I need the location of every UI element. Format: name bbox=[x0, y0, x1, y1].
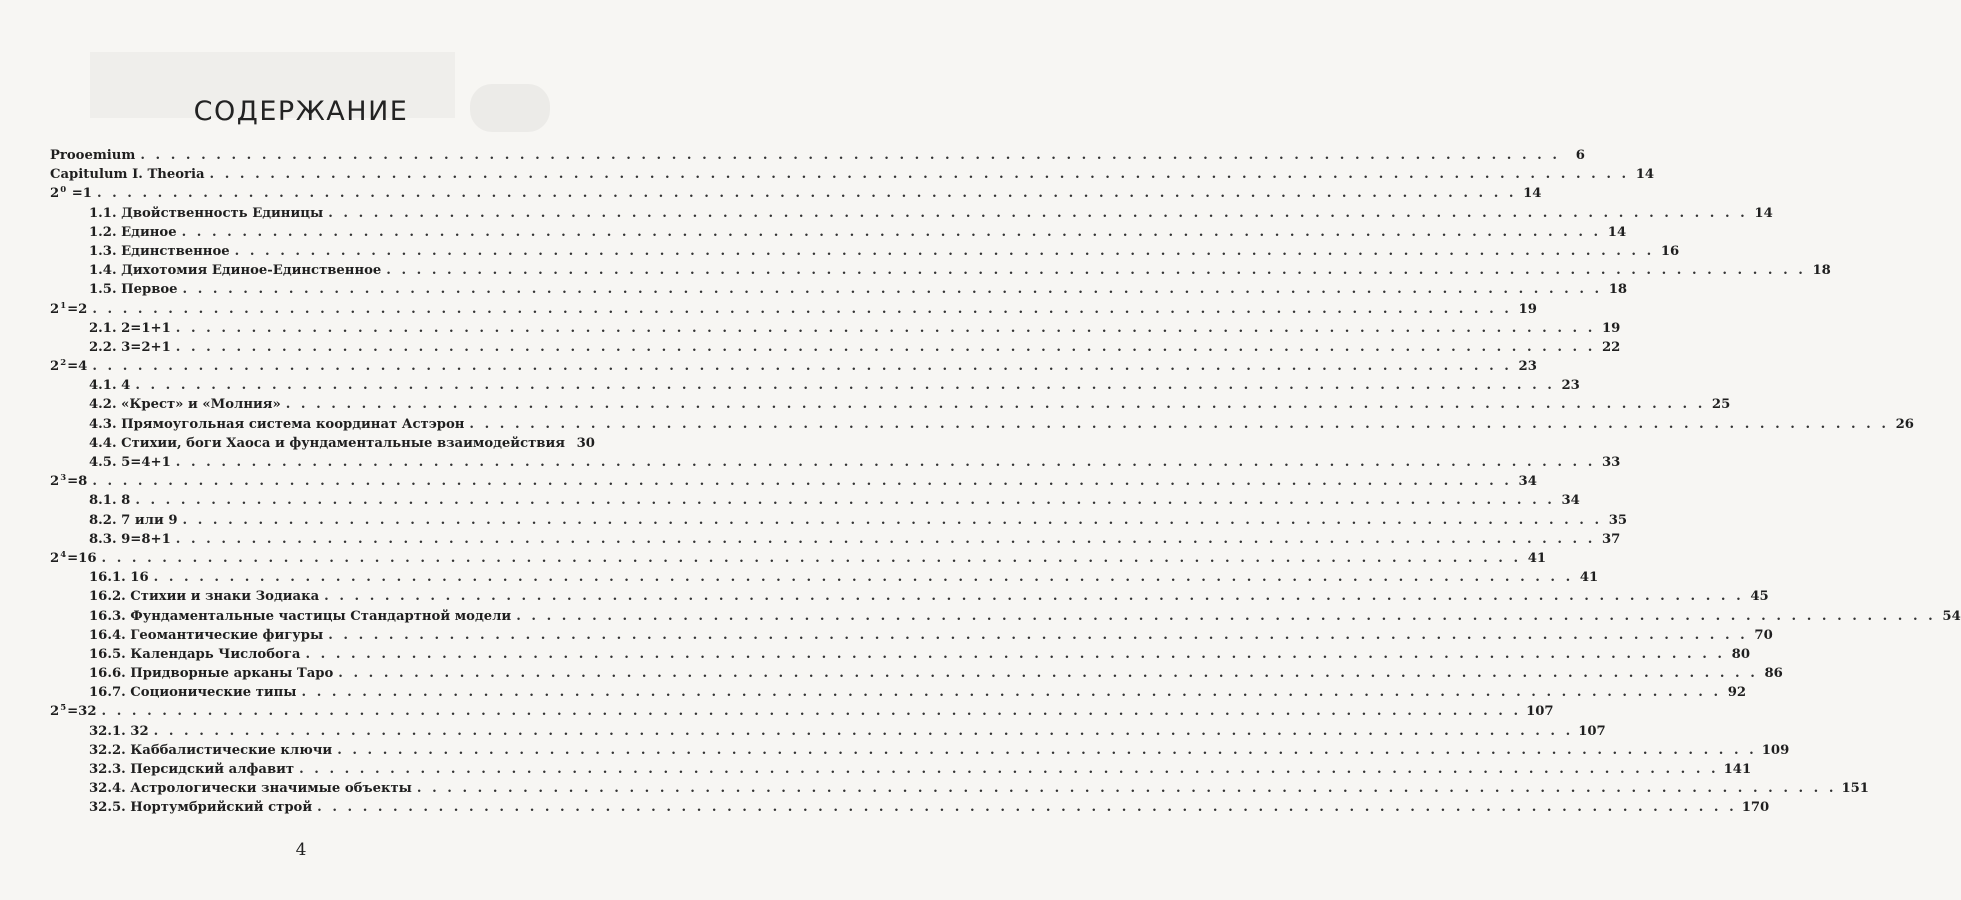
dot-leader: . . . . . . . . . . . . . . . . . . . . . . . . . . . . . . . . . . . . . . . . . . . . . . . . . . . . . . . . . . . . . . . . . . . . . . . . . . . . . . . . . . . . . . . . . . . . . . bbox=[285, 397, 1706, 413]
toc-entry-16-6[interactable] bbox=[50, 664, 1783, 683]
toc-page-number: 70 bbox=[1754, 627, 1773, 643]
power-result: =16 bbox=[67, 550, 97, 566]
toc-label: 32.4. Астрологически значимые объекты bbox=[89, 781, 412, 797]
toc-label bbox=[50, 300, 87, 321]
toc-entry-capitulum[interactable] bbox=[50, 165, 1655, 184]
power-result: =32 bbox=[67, 704, 97, 720]
toc-label: 16.4. Геомантические фигуры bbox=[89, 627, 324, 643]
power-base: 2 bbox=[50, 550, 60, 566]
dot-leader: . . . . . . . . . . . . . . . . . . . . . . . . . . . . . . . . . . . . . . . . . . . . . . . . . . . . . . . . . . . . . . . . . . . . . . . . . . . . . . . . . . . . . . . . . . . . . . bbox=[175, 339, 1596, 355]
toc-page-number: 19 bbox=[1518, 301, 1537, 317]
power-result: =1 bbox=[67, 186, 92, 202]
power-exponent: 0 bbox=[60, 185, 67, 196]
dot-leader: . . . . . . . . . . . . . . . . . . . . . . . . . . . . . . . . . . . . . . . . . . . . . . . . . . . . . . . . . . . . . . . . . . . . . . . . . . . . . . . . . . . . . . . . . . . . . . bbox=[101, 550, 1522, 566]
dot-leader: . . . . . . . . . . . . . . . . . . . . . . . . . . . . . . . . . . . . . . . . . . . . . . . . . . . . . . . . . . . . . . . . . . . . . . . . . . . . . . . . . . . . . . . . . . . . . . bbox=[299, 762, 1719, 777]
power-base: 2 bbox=[50, 359, 60, 375]
toc-page-number: 80 bbox=[1731, 646, 1750, 662]
toc-page-number: 107 bbox=[1526, 704, 1554, 720]
toc-page-number: 18 bbox=[1812, 263, 1831, 279]
toc-entry-8-3[interactable] bbox=[50, 530, 1621, 549]
toc-section-2-pow-1[interactable] bbox=[50, 300, 1537, 319]
toc-entry-8-1[interactable] bbox=[50, 491, 1580, 510]
toc-entry-16-7[interactable] bbox=[50, 683, 1747, 702]
power-result: =2 bbox=[67, 301, 88, 317]
toc-page-number: 6 bbox=[1575, 148, 1585, 163]
dot-leader: . . . . . . . . . . . . . . . . . . . . . . . . . . . . . . . . . . . . . . . . . . . . . . . . . . . . . . . . . . . . . . . . . . . . . . . . . . . . . . . . . . . . . . . . . . . . . . bbox=[135, 493, 1555, 509]
toc-page-number: 170 bbox=[1741, 800, 1770, 816]
power-exponent: 1 bbox=[60, 300, 67, 311]
dot-leader: . . . . . . . . . . . . . . . . . . . . . . . . . . . . . . . . . . . . . . . . . . . . . . . . . . . . . . . . . . . . . . . . . . . . . . . . . . . . . . . . . . . . . . . . . . . . . . bbox=[338, 666, 1758, 682]
toc-label: 32.3. Персидский алфавит bbox=[89, 762, 295, 777]
dot-leader: . . . . . . . . . . . . . . . . . . . . . . . . . . . . . . . . . . . . . . . . . . . . . . . . . . . . . . . . . . . . . . . . . . . . . . . . . . . . . . . . . . . . . . . . . . . . . . bbox=[175, 320, 1596, 336]
toc-page-number: 23 bbox=[1561, 378, 1580, 394]
toc-label: 4.4. Стихии, боги Хаоса и фундаментальные взаимодействия bbox=[89, 435, 565, 451]
dot-leader: . . . . . . . . . . . . . . . . . . . . . . . . . . . . . . . . . . . . . . . . . . . . . . . . . . . . . . . . . . . . . . . . . . . . . . . . . . . . . . . . . . . . . . . . . . . . . . bbox=[101, 704, 1522, 720]
dot-leader: . . . . . . . . . . . . . . . . . . . . . . . . . . . . . . . . . . . . . . . . . . . . . . . . . . . . . . . . . . . . . . . . . . . . . . . . . . . . . . . . . . . . . . . . . . . . . . bbox=[182, 512, 1603, 528]
toc-entry-4-1[interactable] bbox=[50, 376, 1580, 395]
power-base: 2 bbox=[50, 704, 60, 720]
toc-entry-16-5[interactable] bbox=[50, 645, 1750, 664]
toc-label bbox=[50, 472, 87, 493]
toc-section-2-pow-0[interactable] bbox=[50, 184, 1542, 203]
toc-page-number: 19 bbox=[1601, 320, 1621, 336]
toc-entry-1-2[interactable] bbox=[50, 223, 1627, 242]
toc-entry-1-1[interactable] bbox=[50, 204, 1773, 223]
toc-entry-4-3[interactable] bbox=[50, 415, 1914, 434]
toc-label: 1.3. Единственное bbox=[89, 243, 230, 259]
power-exponent: 4 bbox=[60, 549, 67, 560]
dot-leader: . . . . . . . . . . . . . . . . . . . . . . . . . . . . . . . . . . . . . . . . . . . . . . . . . . . . . . . . . . . . . . . . . . . . . . . . . . . . . . . . . . . . . . . . . . . . . . bbox=[324, 589, 1744, 605]
power-result: =4 bbox=[67, 359, 88, 375]
dot-leader: . . . . . . . . . . . . . . . . . . . . . . . . . . . . . . . . . . . . . . . . . . . . . . . . . . . . . . . . . . . . . . . . . . . . . . . . . . . . . . . . . . . . . . . . . . . . . . bbox=[301, 685, 1722, 701]
dot-leader: . . . . . . . . . . . . . . . . . . . . . . . . . . . . . . . . . . . . . . . . . . . . . . . . . . . . . . . . . . . . . . . . . . . . . . . . . . . . . . . . . . . . . . . . . . . . . . bbox=[328, 205, 1748, 221]
toc-entry-16-2[interactable] bbox=[50, 587, 1769, 606]
power-base: 2 bbox=[50, 301, 60, 317]
toc-entry-8-2[interactable] bbox=[50, 511, 1628, 530]
toc-page-number: 45 bbox=[1750, 589, 1769, 605]
dot-leader: . . . . . . . . . . . . . . . . . . . . . . . . . . . . . . . . . . . . . . . . . . . . . . . . . . . . . . . . . . . . . . . . . . . . . . . . . . . . . . . . . . . . . . . . . . . . . . bbox=[469, 416, 1889, 432]
dot-leader: . . . . . . . . . . . . . . . . . . . . . . . . . . . . . . . . . . . . . . . . . . . . . . . . . . . . . . . . . . . . . . . . . . . . . . . . . . . . . . . . . . . . . . . . . . . . . . bbox=[175, 531, 1596, 547]
toc-label: Capitulum I. Theoria bbox=[50, 167, 205, 183]
toc-page-number: 34 bbox=[1518, 474, 1537, 490]
power-base: 2 bbox=[50, 474, 60, 490]
page-title: СОДЕРЖАНИЕ bbox=[193, 96, 409, 127]
toc-entry-4-5[interactable] bbox=[50, 453, 1621, 472]
toc-label: 16.7. Соционические типы bbox=[89, 685, 297, 701]
toc-label: 32.2. Каббалистические ключи bbox=[89, 742, 333, 758]
dot-leader: . . . . . . . . . . . . . . . . . . . . . . . . . . . . . . . . . . . . . . . . . . . . . . . . . . . . . . . . . . . . . . . . . . . . . . . . . . . . . . . . . . . . . . . . . . . . . . bbox=[317, 800, 1737, 816]
toc-page-number: 23 bbox=[1518, 359, 1537, 375]
dot-leader: . . . . . . . . . . . . . . . . . . . . . . . . . . . . . . . . . . . . . . . . . . . . . . . . . . . . . . . . . . . . . . . . . . . . . . . . . . . . . . . . . . . . . . . . . . . . . . bbox=[209, 167, 1630, 183]
dot-leader: . . . . . . . . . . . . . . . . . . . . . . . . . . . . . . . . . . . . . . . . . . . . . . . . . . . . . . . . . . . . . . . . . . . . . . . . . . . . . . . . . . . . . . . . . . . . . . bbox=[386, 263, 1806, 279]
dot-leader: . . . . . . . . . . . . . . . . . . . . . . . . . . . . . . . . . . . . . . . . . . . . . . . . . . . . . . . . . . . . . . . . . . . . . . . . . . . . . . . . . . . . . . . . . . . . . . bbox=[92, 301, 1512, 317]
toc-page-number: 37 bbox=[1601, 531, 1621, 547]
toc-section-2-pow-5[interactable] bbox=[50, 702, 1554, 721]
toc-label: 2.2. 3=2+1 bbox=[89, 339, 171, 355]
power-base: 2 bbox=[50, 186, 60, 202]
toc-page-number: 26 bbox=[1895, 416, 1914, 432]
toc-entry-16-3[interactable] bbox=[50, 607, 1961, 626]
toc-section-2-pow-4[interactable] bbox=[50, 549, 1547, 568]
toc-page-number: 33 bbox=[1601, 455, 1621, 470]
toc-page-number: 14 bbox=[1754, 205, 1773, 221]
toc-label: Prooemium bbox=[50, 148, 136, 163]
toc-entry-1-4[interactable] bbox=[50, 261, 1831, 280]
dot-leader: . . . . . . . . . . . . . . . . . . . . . . . . . . . . . . . . . . . . . . . . . . . . . . . . . . . . . . . . . . . . . . . . . . . . . . . . . . . . . . . . . . . . . . . . . . . . . . bbox=[182, 282, 1603, 298]
toc-page-number: 92 bbox=[1727, 685, 1747, 701]
dot-leader: . . . . . . . . . . . . . . . . . . . . . . . . . . . . . . . . . . . . . . . . . . . . . . . . . . . . . . . . . . . . . . . . . . . . . . . . . . . . . . . . . . . . . . . . . . . . . . bbox=[96, 186, 1517, 202]
dot-leader: . . . . . . . . . . . . . . . . . . . . . . . . . . . . . . . . . . . . . . . . . . . . . . . . . . . . . . . . . . . . . . . . . . . . . . . . . . . . . . . . . . . . . . . . . . . . . . bbox=[153, 570, 1574, 586]
power-exponent: 3 bbox=[60, 473, 67, 484]
toc-label: 16.1. 16 bbox=[89, 570, 149, 586]
toc-entry-4-2[interactable] bbox=[50, 395, 1731, 414]
toc-label: 1.1. Двойственность Единицы bbox=[89, 205, 324, 221]
toc-label: 32.5. Нортумбрийский строй bbox=[89, 800, 313, 816]
toc-entry-32-4[interactable] bbox=[50, 779, 1869, 798]
toc-page-number: 35 bbox=[1608, 512, 1628, 528]
toc-label: 4.2. «Крест» и «Молния» bbox=[89, 397, 281, 413]
toc-label bbox=[50, 549, 97, 570]
toc-entry-16-4[interactable] bbox=[50, 626, 1773, 645]
toc-page-number: 109 bbox=[1761, 742, 1790, 758]
toc-label: 4.1. 4 bbox=[89, 378, 131, 394]
dot-leader: . . . . . . . . . . . . . . . . . . . . . . . . . . . . . . . . . . . . . . . . . . . . . . . . . . . . . . . . . . . . . . . . . . . . . . . . . . . . . . . . . . . . . . . . . . . . . . bbox=[135, 378, 1555, 394]
toc-section-2-pow-3[interactable] bbox=[50, 472, 1537, 491]
toc-page-number: 41 bbox=[1527, 550, 1547, 566]
toc-entry-2-2[interactable] bbox=[50, 338, 1621, 357]
power-result: =8 bbox=[67, 474, 88, 490]
dot-leader: . . . . . . . . . . . . . . . . . . . . . . . . . . . . . . . . . . . . . . . . . . . . . . . . . . . . . . . . . . . . . . . . . . . . . . . . . . . . . . . . . . . . . . . . . . . . . . bbox=[328, 627, 1748, 643]
dot-leader: . . . . . . . . . . . . . . . . . . . . . . . . . . . . . . . . . . . . . . . . . . . . . . . . . . . . . . . . . . . . . . . . . . . . . . . . . . . . . . . . . . . . . . . . . . . . . . bbox=[305, 646, 1725, 662]
toc-page-number: 34 bbox=[1561, 493, 1580, 509]
toc-page-number: 14 bbox=[1607, 224, 1627, 240]
toc-page-number: 141 bbox=[1723, 762, 1752, 777]
toc-page-number: 86 bbox=[1764, 666, 1783, 682]
toc-page-number: 22 bbox=[1601, 339, 1621, 355]
toc-page-number: 107 bbox=[1578, 723, 1606, 739]
table-of-contents bbox=[50, 146, 1961, 818]
toc-label bbox=[50, 184, 92, 205]
toc-section-2-pow-2[interactable] bbox=[50, 357, 1537, 376]
power-exponent: 2 bbox=[60, 358, 67, 369]
toc-label: 8.3. 9=8+1 bbox=[89, 531, 171, 547]
toc-label: 16.2. Стихии и знаки Зодиака bbox=[89, 589, 320, 605]
dot-leader: . . . . . . . . . . . . . . . . . . . . . . . . . . . . . . . . . . . . . . . . . . . . . . . . . . . . . . . . . . . . . . . . . . . . . . . . . . . . . . . . . . . . . . . . . . . . . . bbox=[416, 781, 1837, 797]
dot-leader: . . . . . . . . . . . . . . . . . . . . . . . . . . . . . . . . . . . . . . . . . . . . . . . . . . . . . . . . . . . . . . . . . . . . . . . . . . . . . . . . . . . . . . . . . . . . . . bbox=[175, 455, 1596, 470]
dot-leader: . . . . . . . . . . . . . . . . . . . . . . . . . . . . . . . . . . . . . . . . . . . . . . . . . . . . . . . . . . . . . . . . . . . . . . . . . . . . . . . . . . . . . . . . . . . . . . bbox=[92, 474, 1512, 490]
toc-entry-4-4[interactable] bbox=[50, 434, 595, 453]
toc-label: 16.3. Фундаментальные частицы Стандартной модели bbox=[89, 608, 512, 624]
toc-page-number: 41 bbox=[1579, 570, 1599, 586]
dot-leader: . . . . . . . . . . . . . . . . . . . . . . . . . . . . . . . . . . . . . . . . . . . . . . . . . . . . . . . . . . . . . . . . . . . . . . . . . . . . . . . . . . . . . . . . . . . . . . bbox=[516, 608, 1936, 624]
toc-entry-32-5[interactable] bbox=[50, 798, 1770, 817]
toc-entry-1-3[interactable] bbox=[50, 242, 1680, 261]
dot-leader: . . . . . . . . . . . . . . . . . . . . . . . . . . . . . . . . . . . . . . . . . . . . . . . . . . . . . . . . . . . . . . . . . . . . . . . . . . . . . . . . . . . . . . . . . . . . . . bbox=[140, 148, 1560, 163]
toc-page-number: 18 bbox=[1608, 282, 1628, 298]
power-exponent: 5 bbox=[60, 703, 67, 714]
toc-page-number: 25 bbox=[1711, 397, 1731, 413]
dot-leader: . . . . . . . . . . . . . . . . . . . . . . . . . . . . . . . . . . . . . . . . . . . . . . . . . . . . . . . . . . . . . . . . . . . . . . . . . . . . . . . . . . . . . . . . . . . . . . bbox=[181, 224, 1602, 240]
toc-page-number: 14 bbox=[1635, 167, 1655, 183]
toc-page-number: 54 bbox=[1942, 608, 1961, 624]
toc-entry-prooemium[interactable] bbox=[50, 146, 1585, 165]
toc-entry-32-3[interactable] bbox=[50, 760, 1752, 779]
toc-label: 2.1. 2=1+1 bbox=[89, 320, 171, 336]
dot-leader: . . . . . . . . . . . . . . . . . . . . . . . . . . . . . . . . . . . . . . . . . . . . . . . . . . . . . . . . . . . . . . . . . . . . . . . . . . . . . . . . . . . . . . . . . . . . . . bbox=[234, 243, 1655, 259]
toc-entry-1-5[interactable] bbox=[50, 280, 1628, 299]
toc-label bbox=[50, 357, 87, 378]
toc-label: 16.5. Календарь Числобога bbox=[89, 646, 301, 662]
toc-label: 1.5. Первое bbox=[89, 282, 178, 298]
toc-entry-16-1[interactable] bbox=[50, 568, 1599, 587]
toc-label bbox=[50, 702, 97, 723]
page-number: 4 bbox=[295, 840, 307, 860]
toc-label: 4.3. Прямоугольная система координат Астэрон bbox=[89, 416, 465, 432]
toc-label: 32.1. 32 bbox=[89, 723, 149, 739]
toc-label: 4.5. 5=4+1 bbox=[89, 455, 171, 470]
toc-label: 1.2. Единое bbox=[89, 224, 177, 240]
toc-entry-2-1[interactable] bbox=[50, 319, 1621, 338]
dot-leader: . . . . . . . . . . . . . . . . . . . . . . . . . . . . . . . . . . . . . . . . . . . . . . . . . . . . . . . . . . . . . . . . . . . . . . . . . . . . . . . . . . . . . . . . . . . . . . bbox=[337, 742, 1757, 758]
dot-leader: . . . . . . . . . . . . . . . . . . . . . . . . . . . . . . . . . . . . . . . . . . . . . . . . . . . . . . . . . . . . . . . . . . . . . . . . . . . . . . . . . . . . . . . . . . . . . . bbox=[153, 723, 1574, 739]
toc-page-number: 16 bbox=[1660, 243, 1680, 259]
toc-page-number: 151 bbox=[1841, 781, 1869, 797]
toc-label: 1.4. Дихотомия Единое-Единственное bbox=[89, 263, 382, 279]
toc-page-number: 30 bbox=[576, 435, 595, 451]
dot-leader: . . . . . . . . . . . . . . . . . . . . . . . . . . . . . . . . . . . . . . . . . . . . . . . . . . . . . . . . . . . . . . . . . . . . . . . . . . . . . . . . . . . . . . . . . . . . . . bbox=[92, 359, 1512, 375]
toc-label: 8.1. 8 bbox=[89, 493, 131, 509]
toc-label: 16.6. Придворные арканы Таро bbox=[89, 666, 334, 682]
toc-entry-32-1[interactable] bbox=[50, 722, 1606, 741]
toc-page-number: 14 bbox=[1523, 186, 1542, 202]
toc-entry-32-2[interactable] bbox=[50, 741, 1790, 760]
toc-label: 8.2. 7 или 9 bbox=[89, 512, 178, 528]
